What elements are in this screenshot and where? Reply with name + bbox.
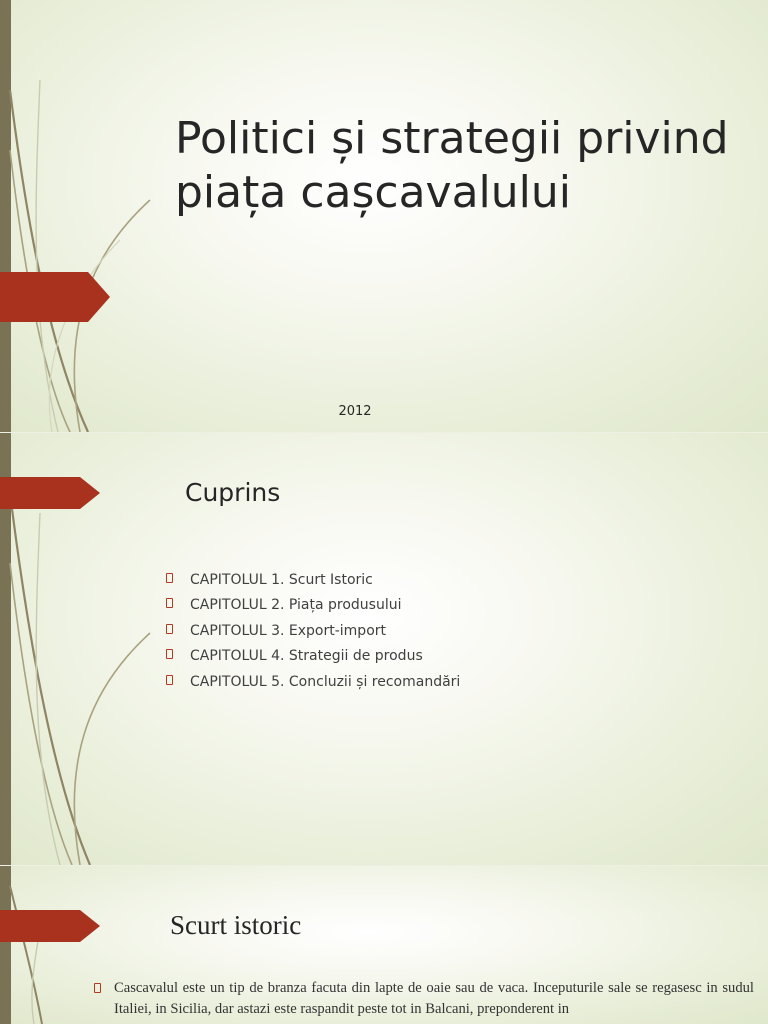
list-item-label: CAPITOLUL 1. Scurt Istoric [190, 572, 373, 588]
list-item [166, 571, 460, 596]
contents-list [166, 571, 460, 698]
slide-title: Politici și strategii privind piața cașcavalului [175, 113, 729, 218]
bullet-icon [94, 983, 101, 993]
bullet-icon [166, 573, 173, 583]
contents-slide [0, 433, 768, 865]
bullet-icon [166, 649, 173, 659]
arrow-shape [0, 477, 100, 509]
body-paragraph [92, 978, 754, 1019]
list-item [166, 622, 460, 647]
list-item-label: CAPITOLUL 3. Export-import [190, 622, 387, 639]
slide-title: Scurt istoric [170, 910, 302, 940]
list-item [166, 647, 460, 672]
list-item-label: CAPITOLUL 2. Piața produsului [190, 597, 402, 614]
bullet-icon [166, 675, 173, 685]
slide-subtitle: 2012 [338, 404, 372, 419]
list-item [166, 673, 460, 698]
title-slide [0, 0, 768, 432]
list-item-label: CAPITOLUL 5. Concluzii și recomandări [190, 673, 461, 690]
bullet-icon [166, 624, 173, 634]
slide-title: Cuprins [185, 478, 281, 507]
arrow-shape [0, 272, 110, 322]
list-item-label: CAPITOLUL 4. Strategii de produs [190, 648, 423, 665]
arrow-shape [0, 910, 100, 942]
paragraph-text: Cascavalul este un tip de branza facuta din lapte de oaie sau de vaca. Inceputurile sale se regasesc in sudul Italiei, in Sicilia, dar astazi este raspandit peste tot in Balcani, preponderent in [114, 980, 754, 1017]
history-slide [0, 866, 768, 1024]
bullet-icon [166, 598, 173, 608]
curve-decoration [0, 0, 160, 432]
list-item [166, 596, 460, 621]
